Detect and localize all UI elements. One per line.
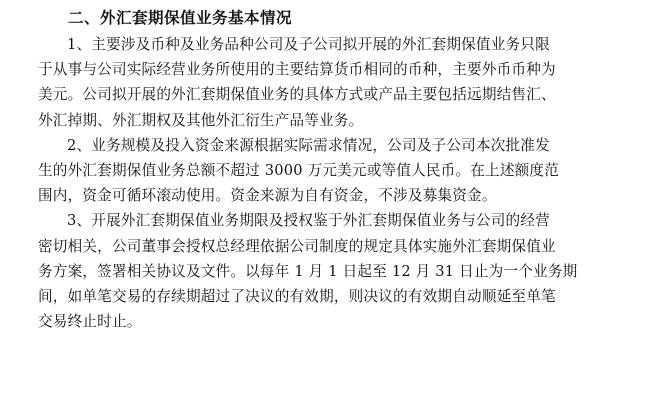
paragraph-line: 2、业务规模及投入资金来源根据实际需求情况，公司及子公司本次批准发	[67, 136, 550, 154]
paragraph-line: 美元。公司拟开展的外汇套期保值业务的具体方式或产品主要包括远期结售汇、	[38, 86, 556, 104]
paragraph-line: 务方案，签署相关协议及文件。以每年 1 月 1 日起至 12 月 31 日止为一个业务期	[38, 262, 578, 280]
paragraph-line: 1、主要涉及币种及业务品种公司及子公司拟开展的外汇套期保值业务只限	[67, 36, 550, 53]
paragraph-line: 生的外汇套期保值业务总额不超过 3000 万元美元或等值人民币。在上述额度范	[38, 161, 560, 179]
paragraph-term-authorization	[38, 208, 642, 334]
section-heading: 二、外汇套期保值业务基本情况	[68, 9, 293, 27]
paragraph-business-scale	[38, 133, 642, 209]
paragraph-line: 交易终止时止。	[38, 313, 142, 331]
paragraph-line: 密切相关，公司董事会授权总经理依据公司制度的规定具体实施外汇套期保值业	[38, 237, 556, 255]
paragraph-line: 间，如单笔交易的存续期超过了决议的有效期，则决议的有效期自动顺延至单笔	[38, 287, 556, 305]
paragraph-line: 3、开展外汇套期保值业务期限及授权鉴于外汇套期保值业务与公司的经营	[67, 212, 550, 230]
paragraph-currency-scope	[38, 32, 642, 133]
paragraph-line: 于从事与公司实际经营业务所使用的主要结算货币相同的币种，主要外币币种为	[38, 61, 556, 79]
paragraph-line: 外汇掉期、外汇期权及其他外汇衍生产品等业务。	[38, 111, 364, 129]
paragraph-line: 围内，资金可循环滚动使用。资金来源为自有资金，不涉及募集资金。	[38, 187, 497, 205]
